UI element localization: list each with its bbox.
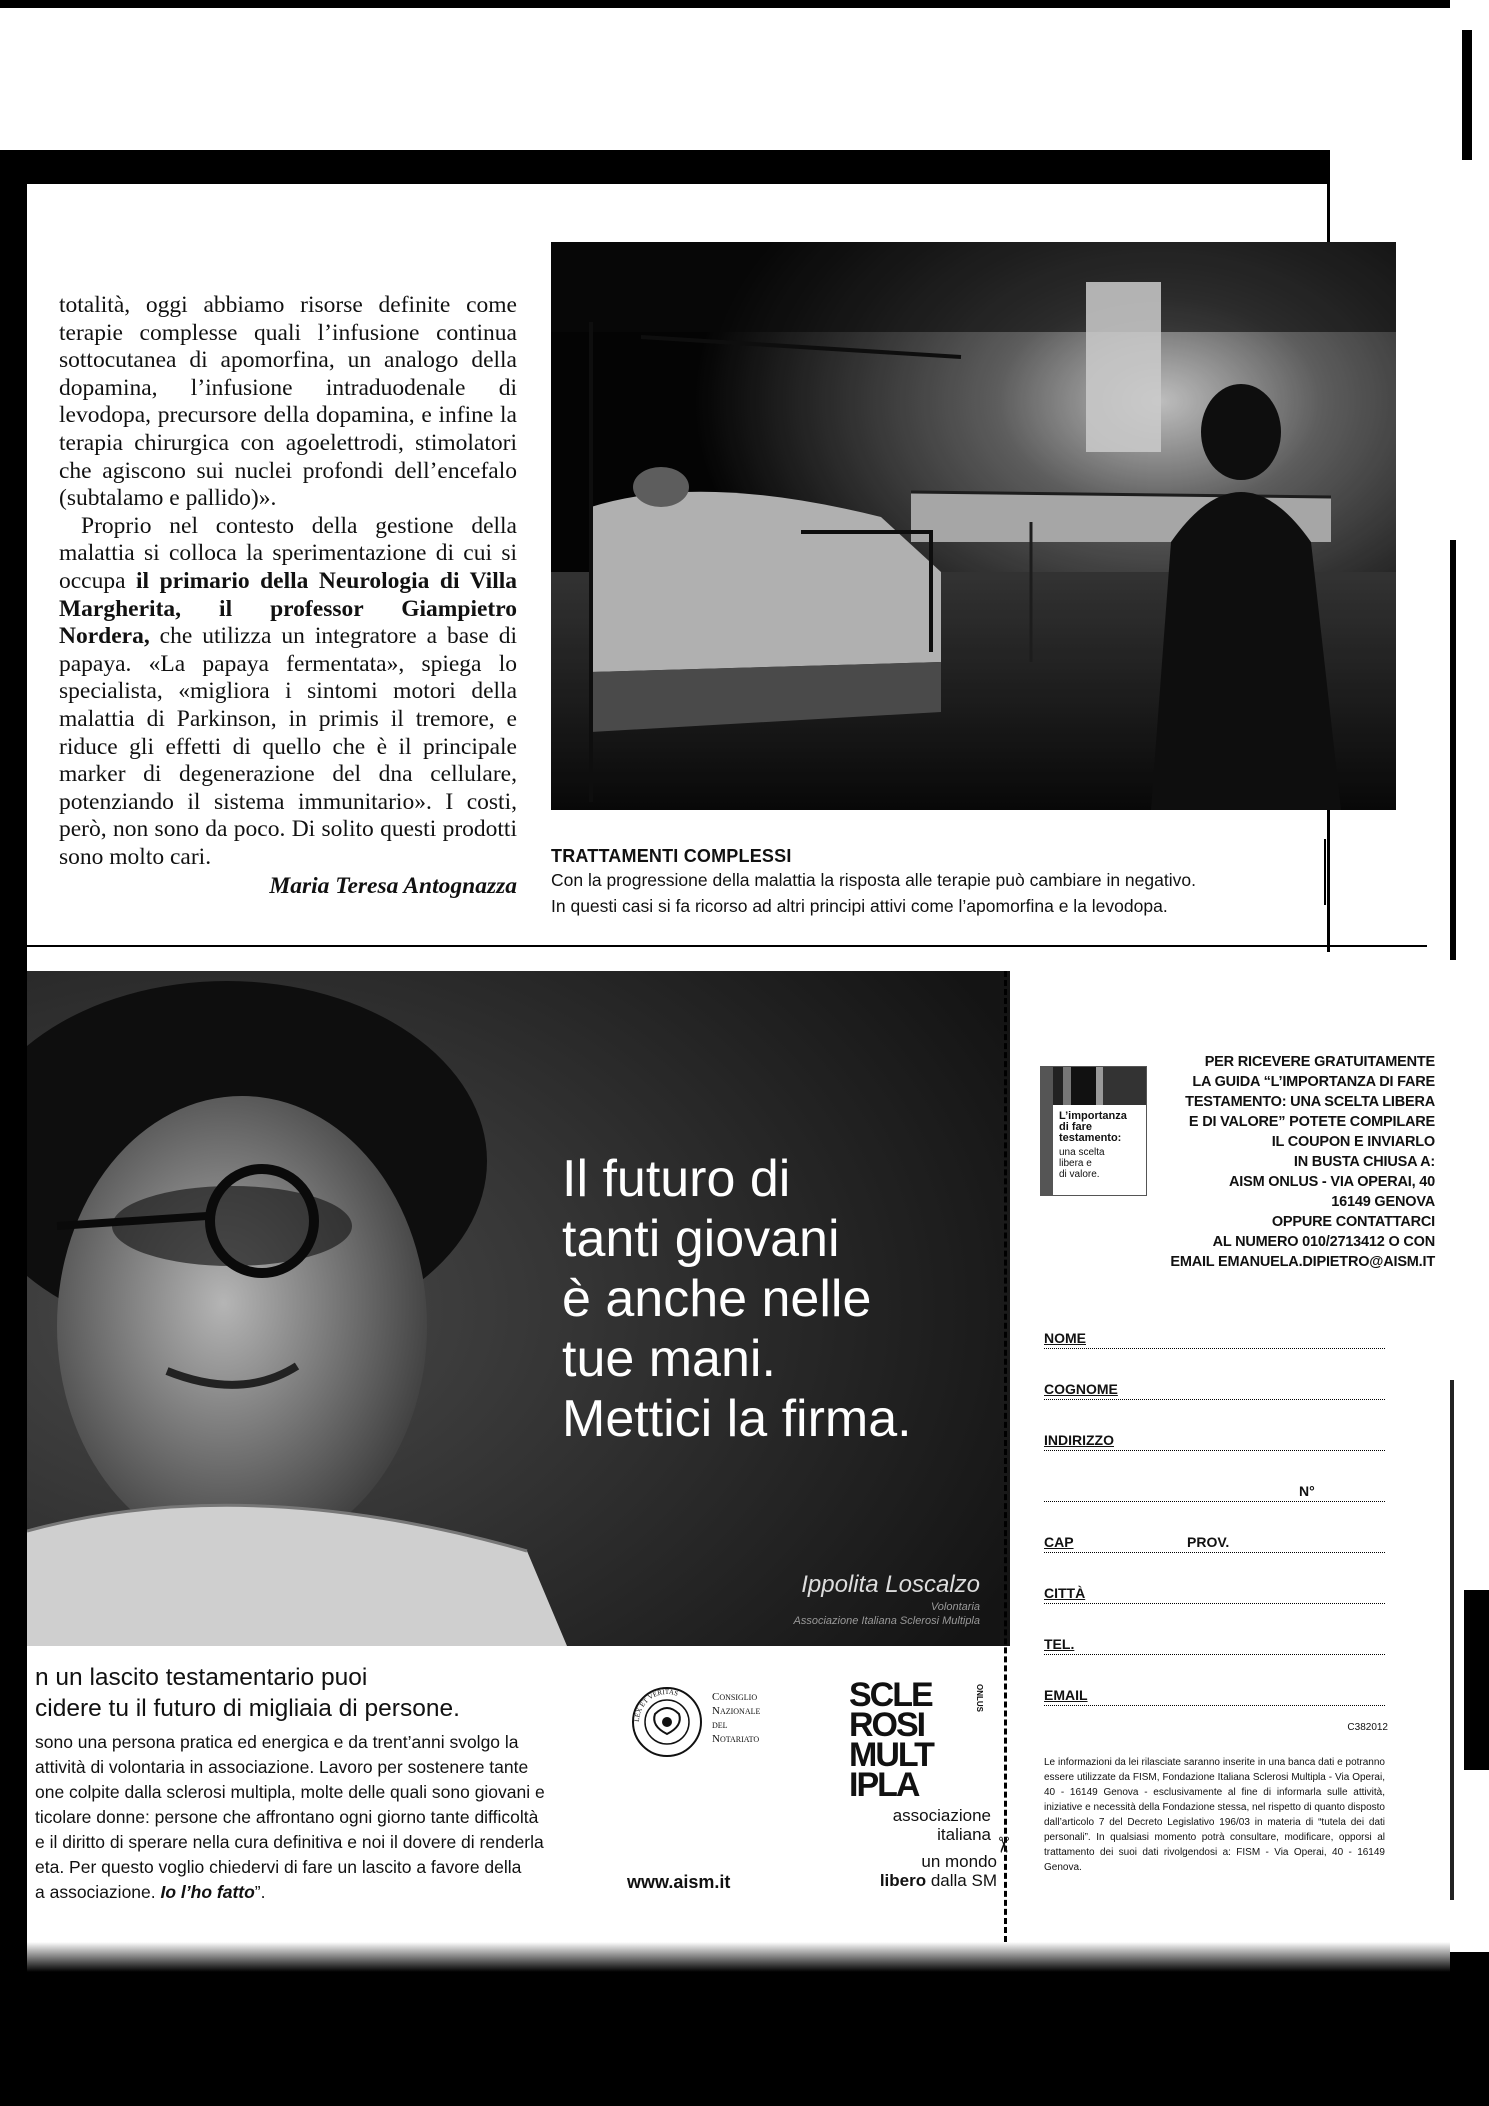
notariato-line: Nazionale (712, 1705, 761, 1717)
article-section (27, 184, 1327, 952)
volunteer-signature (794, 1571, 980, 1627)
notariato-line: Consiglio (712, 1691, 758, 1703)
numero-label: N° (1299, 1483, 1315, 1499)
caption-line: Con la progressione della malattia la risposta alle terapie può cambiare in negativo. (551, 870, 1196, 890)
ad-body-line: attività di volontaria in associazione. Lavoro per sostenere tante (35, 1757, 529, 1777)
tagline-run: dalla SM (926, 1871, 997, 1890)
ad-tagline (842, 1852, 997, 1890)
tagline-line: un mondo (921, 1852, 997, 1871)
tagline-line (842, 1871, 997, 1890)
numero-field[interactable] (1044, 1483, 1385, 1502)
ad-headline (562, 1149, 1002, 1449)
aism-advertisement (27, 952, 1450, 1952)
volunteer-org: Associazione Italiana Sclerosi Multipla (793, 1615, 980, 1627)
scissors-icon: ✂ (991, 1835, 1017, 1855)
logo-assoc (849, 1806, 991, 1844)
booklet-title: L’importanza di fare testamento: (1059, 1110, 1127, 1144)
top-margin (0, 8, 1450, 150)
section-rule (27, 945, 1427, 947)
email-field[interactable] (1044, 1687, 1385, 1706)
citta-field[interactable] (1044, 1585, 1385, 1604)
caption-title: TRATTAMENTI COMPLESSI (551, 846, 792, 866)
tel-label: TEL. (1044, 1636, 1075, 1652)
caption-rule (1324, 839, 1326, 905)
article-paragraph: totalità, oggi abbiamo risorse definite come terapie complesse quali l’infusione continua sottocutanea di apomorfina, un analogo della dopamina, l’infusione intraduodenale di levodopa, precursore della dopamina, e infine la terapia chirurgica con agoelettrodi, stimolatori che agiscono sui nuclei profondi dell’encefalo (subtalamo e pallido)». (59, 292, 517, 512)
indirizzo-field[interactable] (1044, 1432, 1385, 1451)
logo-line: IPLA (849, 1766, 919, 1804)
article-text (59, 292, 517, 901)
email-label: EMAIL (1044, 1687, 1088, 1703)
citta-label: CITTÀ (1044, 1585, 1086, 1601)
article-bold-run: il primario della Neurologia di Villa Margherita, il professor Giampietro Nordera, (59, 567, 518, 650)
svg-text:LEX ET VERITAS (633, 1688, 679, 1722)
logo-line: SCLE (849, 1676, 932, 1714)
logo-onlus: ONLUS (975, 1684, 984, 1712)
nome-label: NOME (1044, 1330, 1086, 1346)
caption-line: In questi casi si fa ricorso ad altri principi attivi come l’apomorfina e la levodopa. (551, 896, 1168, 916)
ad-body-line: one colpite dalla sclerosi multipla, molte delle quali sono giovani e (35, 1782, 545, 1802)
coupon-code: C382012 (1347, 1722, 1388, 1733)
article-text-run: Proprio nel contesto della gestione della malattia si colloca la sperimentazione di cui si occupa (59, 512, 517, 594)
ad-body-italic: Io l’ho fatto (160, 1882, 255, 1902)
bottom-scan-shadow (27, 1942, 1450, 1972)
logo-line: ROSI (849, 1706, 925, 1744)
headline-line: tue mani. (562, 1330, 776, 1388)
privacy-notice: Le informazioni da lei rilasciate saranno inserite in una banca dati e potranno essere utilizzate da FISM, Fondazione Italiana Sclerosi Multipla - Via Operai, 40 - 16149 Genova - esclusivamente al fine di informarla sulle attività, iniziative e necessità della Fondazione stessa, nel rispetto di quanto disposto dall’articolo 7 del Decreto Legislativo 196/03 in materia di “tutela dei dati personali”. In qualsiasi momento potrà consultare, modificare, opporsi al trattamento dei suoi dati rivolgendosi a: FISM - Via Operai, 40 - 16149 Genova. (1044, 1757, 1385, 1873)
logo-assoc-line: associazione (892, 1806, 991, 1825)
cognome-field[interactable] (1044, 1381, 1385, 1400)
logo-line: MULT (849, 1736, 933, 1774)
cognome-label: COGNOME (1044, 1381, 1118, 1397)
ad-body-text (35, 1662, 620, 1905)
tagline-bold: libero (879, 1871, 927, 1890)
aism-website-link[interactable]: www.aism.it (627, 1872, 731, 1892)
ad-body-line: eta. Per questo voglio chiedervi di fare un lascito a favore della (35, 1857, 522, 1877)
cap-prov-field[interactable] (1044, 1534, 1385, 1553)
notariato-line: del (712, 1719, 728, 1731)
ad-body-line: sono una persona pratica ed energica e da trent’anni svolgo la (35, 1732, 519, 1752)
volunteer-portrait-photo (27, 971, 1010, 1646)
prov-label: PROV. (1187, 1534, 1230, 1550)
article-paragraph (59, 513, 517, 872)
ad-body-line: e il diritto di sperare nella cura definitiva e noi il dovere di renderla (35, 1832, 544, 1852)
volunteer-name: Ippolita Loscalzo (801, 1571, 980, 1598)
byline: Maria Teresa Antognazza (269, 873, 517, 900)
logo-assoc-line: italiana (937, 1825, 991, 1844)
photo-caption (551, 846, 1311, 919)
ad-body (35, 1730, 620, 1905)
ad-body-line: ticolare donne: persone che affrontano ogni giorno tante difficoltà (35, 1807, 539, 1827)
booklet-subtitle: una scelta libera e di valore. (1059, 1147, 1105, 1180)
headline-line: è anche nelle (562, 1270, 872, 1328)
coupon-cut-line (1004, 971, 1007, 1951)
ad-subhead-line: cidere tu il futuro di migliaia di persone. (35, 1695, 460, 1722)
volunteer-role: Volontaria (930, 1601, 980, 1613)
notariato-line: Notariato (712, 1733, 760, 1745)
ad-subhead-line: n un lascito testamentario puoi (35, 1664, 368, 1691)
notariato-name (712, 1690, 760, 1746)
sclerosi-multipla-logo (849, 1676, 999, 1844)
notariato-logo (627, 1682, 787, 1762)
tel-field[interactable] (1044, 1636, 1385, 1655)
headline-line: Il futuro di (562, 1150, 791, 1208)
headline-line: tanti giovani (562, 1210, 840, 1268)
notary-seal-text: LEX ET VERITAS (632, 1687, 680, 1723)
guide-booklet-image (1040, 1066, 1147, 1196)
hospital-room-photo (551, 242, 1396, 810)
ad-body-line (35, 1880, 620, 1905)
indirizzo-label: INDIRIZZO (1044, 1432, 1114, 1448)
nome-field[interactable] (1044, 1330, 1385, 1349)
notary-seal-icon (627, 1682, 707, 1762)
right-edge (1450, 0, 1489, 1952)
headline-line: Mettici la firma. (562, 1390, 912, 1448)
coupon-instructions: PER RICEVERE GRATUITAMENTE LA GUIDA “L’IMPORTANZA DI FARE TESTAMENTO: UNA SCELTA LIBERA E DI VALORE” POTETE COMPILARE IL COUPON E INVIARLO IN BUSTA CHIUSA A: AISM ONLUS - VIA OPERAI, 40 16149 GENOVA OPPURE CONTATTARCI AL NUMERO 010/2713412 O CON EMAIL EMANUELA.DIPIETRO@AISM.IT (1170, 1054, 1435, 1270)
cap-label: CAP (1044, 1534, 1074, 1550)
article-text-run: che utilizza un integratore a base di papaya. «La papaya fermentata», spiega lo specialista, «migliora i sintomi motori della malattia di Parkinson, in primis il tremore, e riduce gli effetti di quello che è il principale marker di degenerazione del dna cellulare, potenziando il sistema immunitario». I costi, però, non sono da poco. Di solito questi prodotti sono molto cari. (59, 623, 517, 870)
ad-body-run: ”. (254, 1882, 266, 1902)
ad-body-run: a associazione. (35, 1882, 161, 1902)
